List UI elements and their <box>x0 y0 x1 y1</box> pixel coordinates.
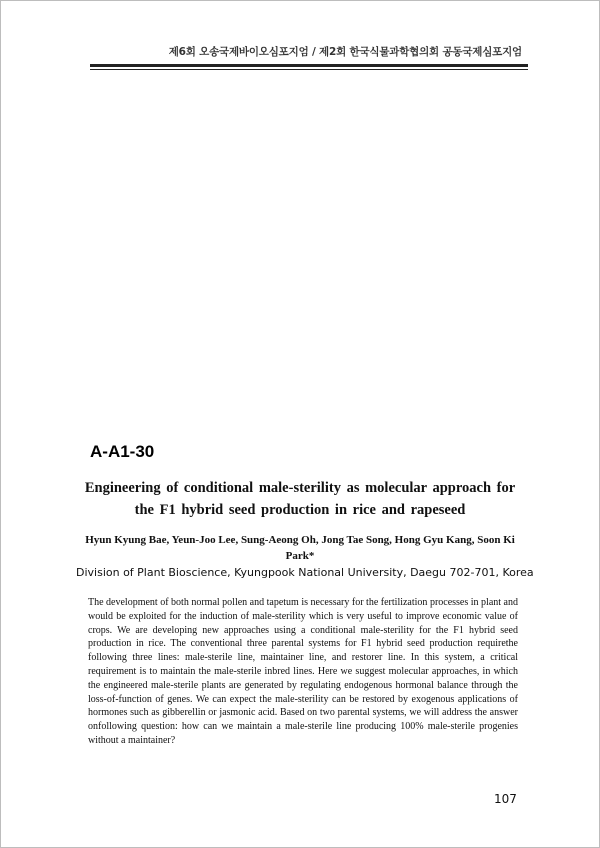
page-number: 107 <box>494 792 517 806</box>
running-header: 제6회 오송국제바이오심포지엄 / 제2회 한국식물과학협의회 공동국제심포지엄 <box>168 46 522 58</box>
abstract-title: Engineering of conditional male-sterility as molecular approach for the F1 hybrid seed production in rice and rapeseed <box>84 480 516 518</box>
affiliation: Division of Plant Bioscience, Kyungpook National University, Daegu 702-701, Korea <box>76 566 534 579</box>
abstract-body: The development of both normal pollen and tapetum is necessary for the fertilization processes in plant and would be exploited for the induction of male-sterility which is very useful to improve economic value of crops. We are developing new approaches using a conditional male-sterility for the F1 hybrid seed production in rice. The conventional three parental systems for F1 hybrid seed production requirethe following three lines: male-sterile line, maintainer line, and restorer line. In this system, a critical requirement is to maintain the male-sterile inbred lines. Here we suggest molecular approaches, in which the engineered male-sterile plants are generated by regulating endogenous hormonal balance through the loss-of-function of genes. We can expect the male-sterility can be restored by exogenous applications of hormones such as gibberellin or jasmonic acid. Based on two parental systems, we will address the answer onfollowing question: how can we maintain a male-sterile line producing 100% male-sterile progenies without a maintainer? <box>88 597 518 746</box>
authors: Hyun Kyung Bae, Yeun-Joo Lee, Sung-Aeong Oh, Jong Tae Song, Hong Gyu Kang, Soon Ki Park* <box>85 534 515 562</box>
header-rule-thick <box>90 64 528 67</box>
abstract-id: A-A1-30 <box>90 442 155 461</box>
header-rule-thin <box>90 69 528 70</box>
